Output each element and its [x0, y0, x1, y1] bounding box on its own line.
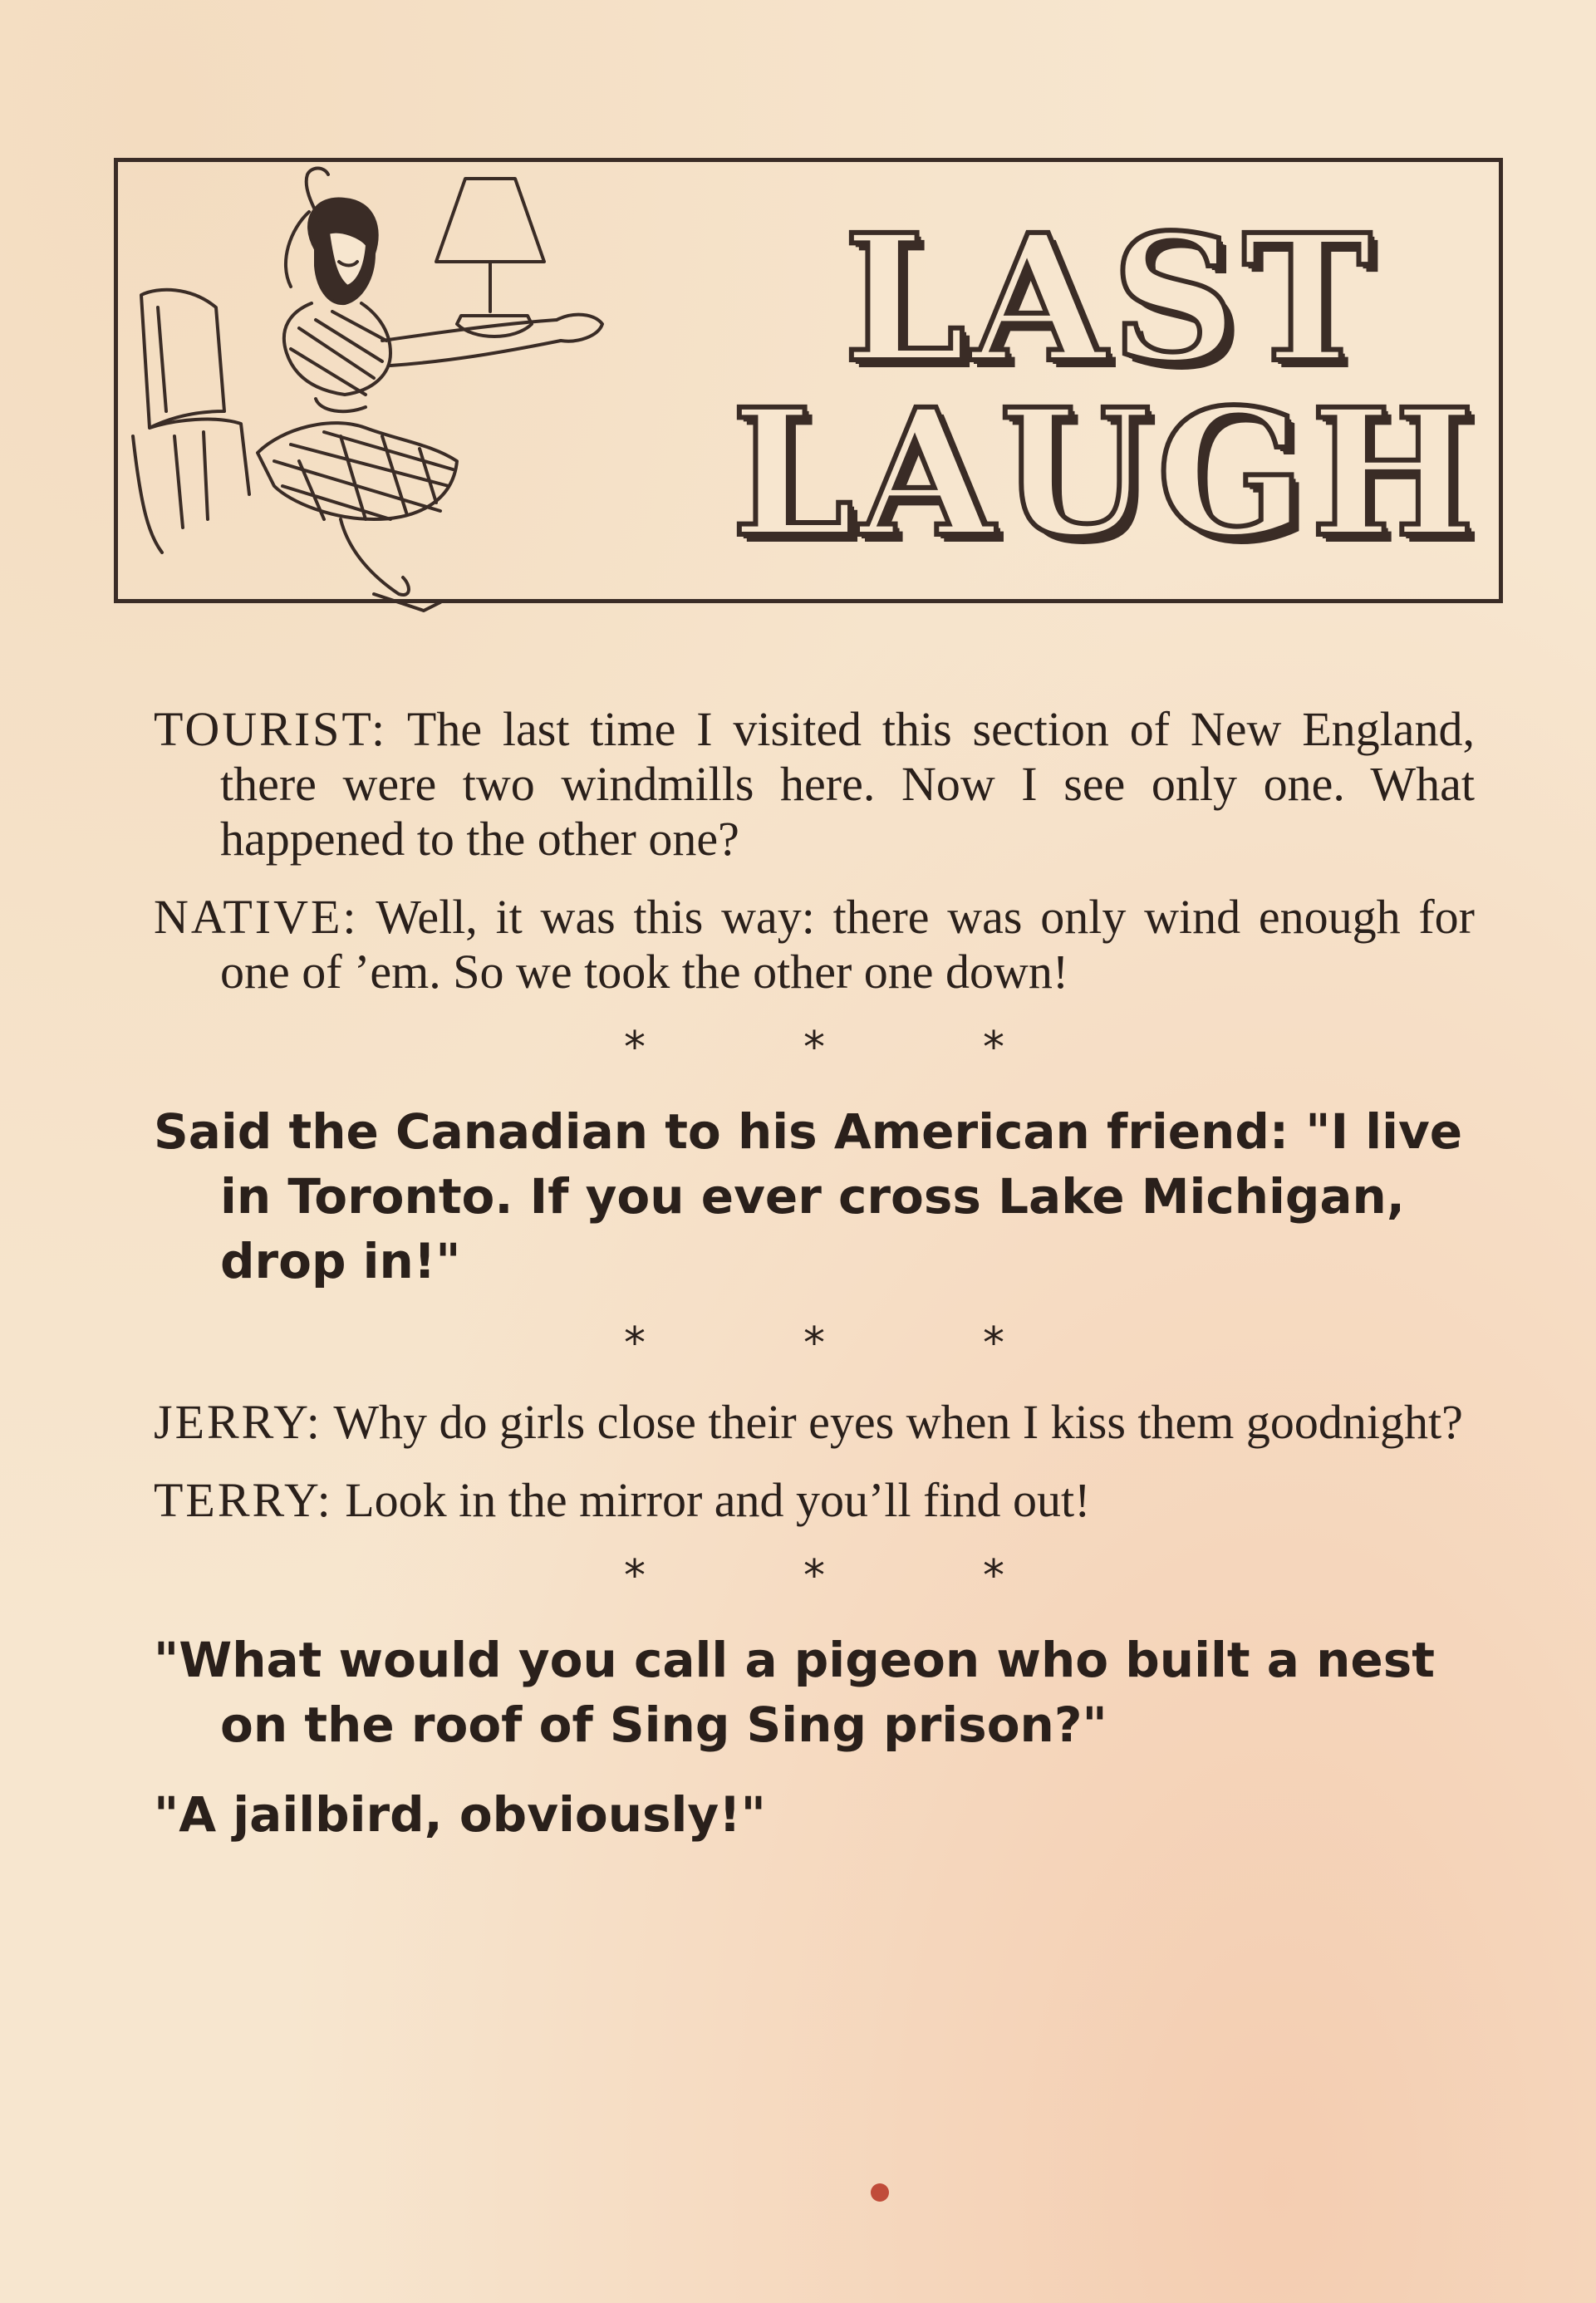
joke-4-answer: "A jailbird, obviously!": [154, 1786, 766, 1843]
separator-star: *: [983, 1318, 1004, 1368]
jerry-line: Why do girls close their eyes when I kiss them goodnight?: [333, 1395, 1463, 1449]
joke-1-line-1: [154, 702, 1475, 867]
separator-star: *: [624, 1023, 646, 1073]
separator-2: [154, 1318, 1475, 1368]
speaker-terry: TERRY:: [154, 1473, 333, 1527]
separator-star: *: [983, 1551, 1004, 1601]
joke-4-question: "What would you call a pigeon who built a nest on the roof of Sing Sing prison?": [154, 1632, 1435, 1753]
separator-star: *: [803, 1023, 825, 1073]
joke-1-line-2: [154, 890, 1475, 999]
jokes-body: [154, 702, 1475, 1872]
separator-star: *: [983, 1023, 1004, 1073]
joke-3-line-1: [154, 1395, 1475, 1450]
separator-1: [154, 1023, 1475, 1073]
separator-star: *: [803, 1318, 825, 1368]
speaker-jerry: JERRY:: [154, 1395, 322, 1449]
title-line-last: LAST: [843, 196, 1377, 401]
native-line: Well, it was this way: there was only wind enough for one of ’em. So we took the other one down!: [220, 890, 1475, 999]
pinup-girl-illustration: [125, 162, 723, 644]
joke-2: Said the Canadian to his American friend: "I live in Toronto. If you ever cross Lake Michigan, drop in!": [154, 1103, 1463, 1289]
separator-3: [154, 1551, 1475, 1601]
title-block: [715, 187, 1481, 577]
joke-3-line-2: [154, 1473, 1475, 1528]
speaker-tourist: TOURIST:: [154, 702, 388, 756]
separator-star: *: [803, 1551, 825, 1601]
ink-spot: [871, 2183, 889, 2202]
tourist-line: The last time I visited this section of New England, there were two windmills here. Now I see only one. What happened to the other one?: [220, 702, 1476, 866]
speaker-native: NATIVE:: [154, 890, 359, 944]
title-line-laugh: LAUGH: [731, 371, 1481, 576]
separator-star: *: [624, 1551, 646, 1601]
terry-line: Look in the mirror and you’ll find out!: [345, 1473, 1091, 1527]
separator-star: *: [624, 1318, 646, 1368]
